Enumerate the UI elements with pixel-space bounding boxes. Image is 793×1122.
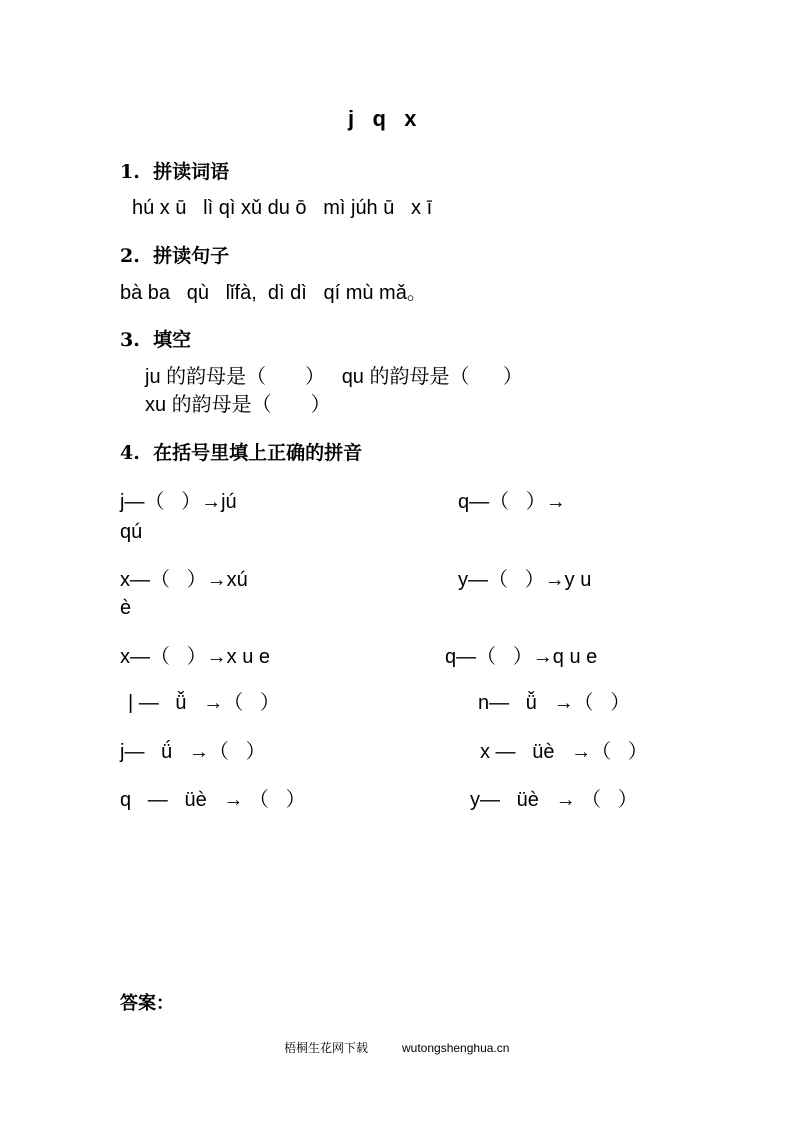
section-3-line-1: ju 的韵母是（ ） qu 的韵母是（ ） [145,366,523,388]
page-title: j q x [348,106,417,131]
section-2-sentence: bà ba qù lǐfà, dì dì qí mù mǎ。 [120,282,427,304]
exercise-right: n— ǚ →（ ） [478,692,631,714]
answers-label: 答案： [120,993,174,1014]
exercise-right: q—（ ）→q u e [445,646,598,668]
exercise-right: y— üè → （ ） [470,789,638,811]
exercise-left: q — üè → （ ） [120,789,306,811]
section-2-heading: 2. 拼读句子 [120,245,230,267]
exercise-left: j— ǘ →（ ） [120,741,266,763]
section-1-heading: 1. 拼读词语 [120,161,230,183]
section-3-line-2: xu 的韵母是（ ） [145,394,331,416]
exercise-left: | — ǚ →（ ） [128,692,280,714]
exercise-left: qú [120,521,143,543]
footer-site-url[interactable]: wutongshenghua.cn [402,1041,510,1055]
exercise-right: x — üè →（ ） [480,741,648,763]
exercise-left: è [120,597,132,619]
footer-site-name: 梧桐生花网下载 [284,1041,369,1055]
section-3-heading: 3. 填空 [120,329,192,351]
exercise-left: j—（ ）→jú [120,491,237,513]
section-1-pinyin: hú x ū lì qì xǔ du ō mì júh ū x ī [132,197,433,219]
exercise-left: x—（ ）→x u e [120,646,271,668]
section-4-heading: 4. 在括号里填上正确的拼音 [120,442,363,464]
exercise-left: x—（ ）→xú [120,569,248,591]
exercise-right: q—（ ）→ [458,491,566,513]
exercise-right: y—（ ）→y u [458,569,592,591]
